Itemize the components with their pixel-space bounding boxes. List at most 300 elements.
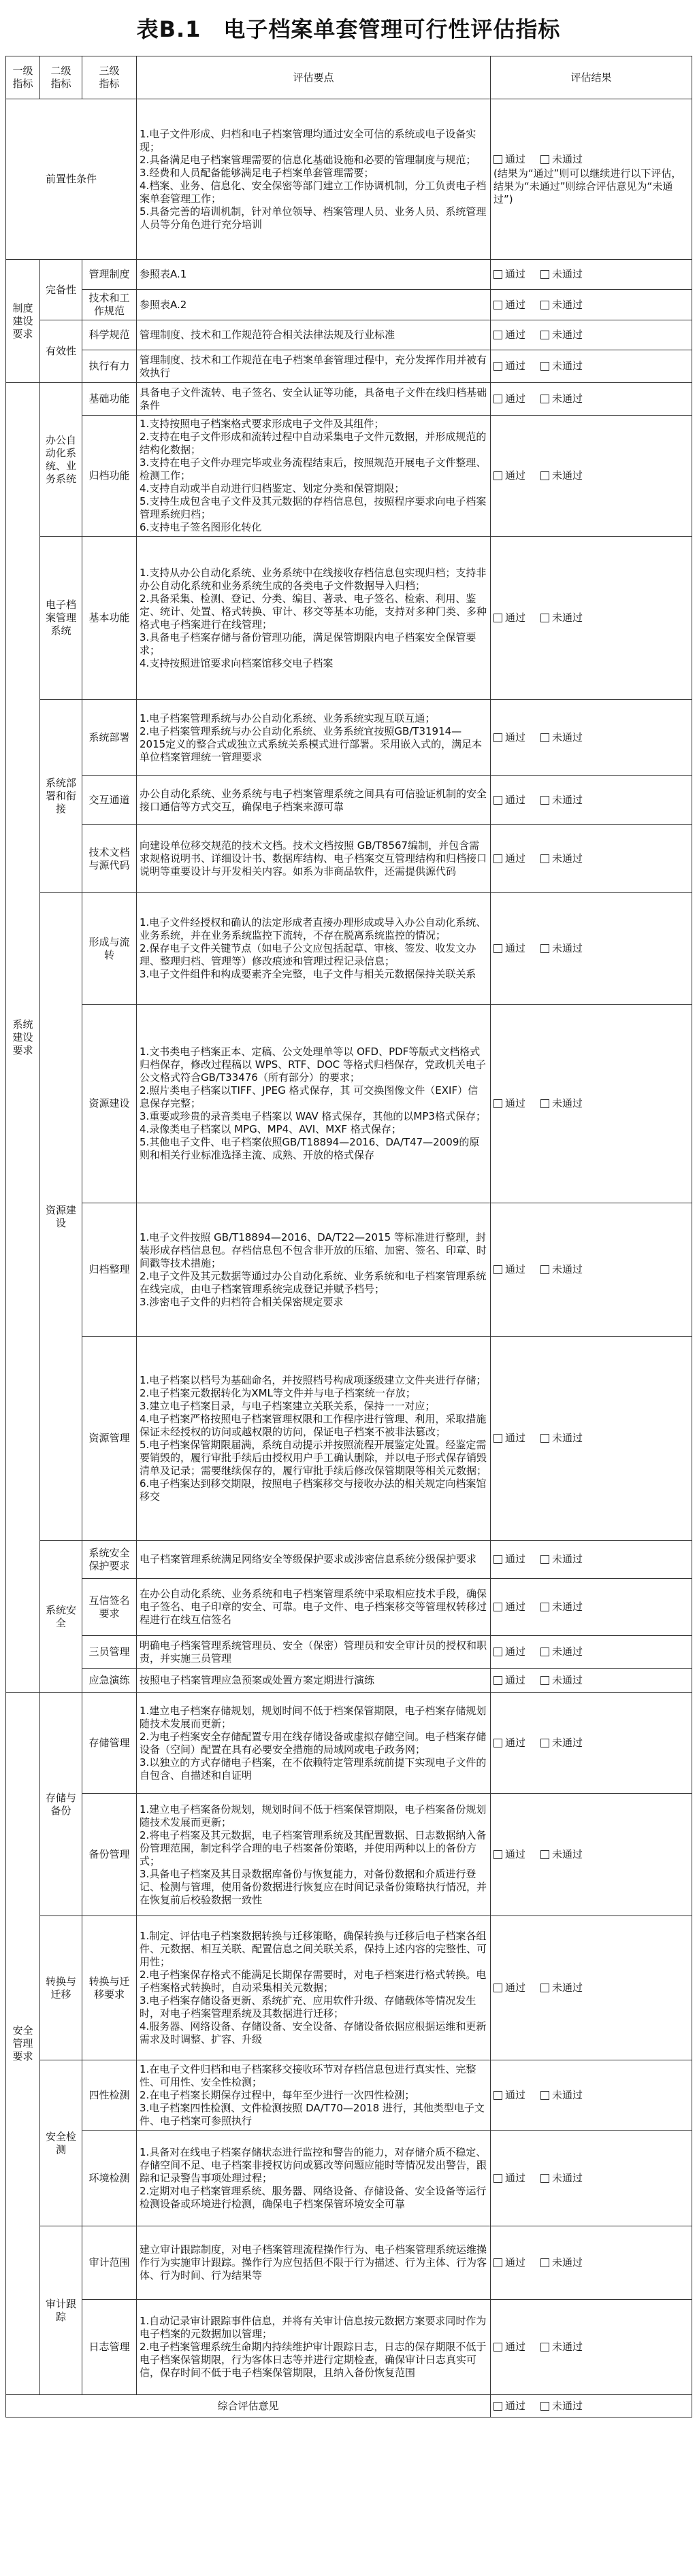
option-label: 通过 (505, 1553, 526, 1565)
table-row (6, 2300, 692, 2395)
header-level3: 三级 指标 (82, 56, 137, 99)
checkbox-icon[interactable] (493, 614, 502, 622)
option-label: 未通过 (552, 852, 583, 865)
result-fail-option[interactable] (540, 612, 583, 624)
result-cell (491, 2131, 692, 2226)
evaluation-point: 明确电子档案管理系统管理员、安全（保密）管理员和安全审计员的授权和职责，并实施三员管理 (140, 1639, 487, 1665)
prerequisite-note: (结果为“通过”则可以继续进行以下评估，结果为“未通过”则综合评估意见为“未通过”) (493, 167, 682, 205)
result-pass-option[interactable] (493, 469, 525, 482)
evaluation-point: 5.其他电子文件、电子档案依照GB/T18894—2016、DA/T47—2009的原则和相关行业标准选择主流、成熟、开放的格式保存 (140, 1136, 480, 1161)
evaluation-point: 1.支持从办公自动化系统、业务系统中在线接收存档信息包实现归档；支持非办公自动化系统和业务系统生成的各类电子文件数据导入归档； (140, 566, 487, 592)
option-label: 通过 (505, 392, 526, 405)
checkbox-icon[interactable] (493, 1984, 502, 1992)
checkbox-icon[interactable] (540, 2402, 549, 2411)
evaluation-point: 2.电子文件及其元数据等通过办公自动化系统、业务系统和电子档案管理系统在线完成，由电子档案管理系统完成登记并赋予档号； (140, 1269, 487, 1295)
result-fail-option[interactable] (540, 2089, 583, 2102)
result-fail-option[interactable] (540, 2172, 583, 2185)
result-cell (491, 1579, 692, 1636)
option-label: 未通过 (552, 2089, 583, 2101)
result-fail-option[interactable] (540, 2400, 583, 2413)
table-row (6, 99, 692, 260)
checkbox-icon[interactable] (540, 2258, 549, 2267)
result-cell (491, 260, 692, 290)
level3-cell: 存储管理 (82, 1693, 137, 1794)
result-pass-option[interactable] (493, 1601, 525, 1613)
result-pass-option[interactable] (493, 1674, 525, 1687)
evaluation-point: 办公自动化系统、业务系统与电子档案管理系统之间具有可信验证机制的安全接口通信等方式交互，确保电子档案来源可靠 (140, 787, 487, 813)
evaluation-points-cell (137, 2300, 491, 2395)
level3-cell: 四性检测 (82, 2060, 137, 2131)
evaluation-point: 3.以独立的方式存储电子档案，在不依赖特定管理系统前提下实现电子文件的自包含、自描述和自证明 (140, 1756, 487, 1782)
evaluation-table (5, 56, 692, 2418)
result-fail-option[interactable] (540, 1674, 583, 1687)
option-label: 未通过 (552, 794, 583, 806)
checkbox-icon[interactable] (540, 155, 549, 164)
checkbox-icon[interactable] (540, 362, 549, 371)
evaluation-point: 2.保存电子文件关键节点（如电子公文应包括起草、审核、签发、收发文办理、整理归档、管理等）修改痕迹和管理过程记录信息； (140, 942, 476, 967)
checkbox-icon[interactable] (540, 471, 549, 480)
option-label: 通过 (505, 2399, 526, 2412)
result-fail-option[interactable] (540, 1601, 583, 1613)
option-label: 通过 (505, 2172, 526, 2184)
level3-cell: 备份管理 (82, 1794, 137, 1916)
result-pass-option[interactable] (493, 942, 525, 955)
level1-cell: 安全 管理 要求 (6, 1693, 40, 2395)
result-cell (491, 825, 692, 893)
checkbox-icon[interactable] (540, 1555, 549, 1564)
checkbox-icon[interactable] (493, 331, 502, 339)
result-pass-option[interactable] (493, 1848, 525, 1861)
option-label: 通过 (505, 1674, 526, 1686)
option-label: 未通过 (552, 392, 583, 405)
checkbox-icon[interactable] (540, 944, 549, 953)
evaluation-point: 2.定期对电子档案管理系统、服务器、网络设备、存储设备、安全设备等运行检测设备或环境进行检测，确保电子档案保管环境安全可靠 (140, 2185, 487, 2210)
option-label: 未通过 (552, 1432, 583, 1444)
checkbox-icon[interactable] (493, 301, 502, 310)
option-label: 通过 (505, 1645, 526, 1658)
option-label: 通过 (505, 612, 526, 624)
evaluation-points-cell (137, 350, 491, 383)
level3-cell: 环境检测 (82, 2131, 137, 2226)
result-pass-option[interactable] (493, 2256, 525, 2269)
result-pass-option[interactable] (493, 1097, 525, 1110)
result-fail-option[interactable] (540, 1645, 583, 1658)
level3-cell: 转换与迁移要求 (82, 1916, 137, 2060)
level3-cell: 形成与流转 (82, 893, 137, 1005)
table-row (6, 1579, 692, 1636)
checkbox-icon[interactable] (540, 331, 549, 339)
evaluation-points-cell (137, 700, 491, 776)
result-cell (491, 320, 692, 350)
option-label: 通过 (505, 2256, 526, 2269)
option-label: 通过 (505, 152, 526, 165)
table-row (6, 2226, 692, 2300)
result-fail-option[interactable] (540, 360, 583, 373)
checkbox-icon[interactable] (540, 1739, 549, 1747)
checkbox-icon[interactable] (493, 1739, 502, 1747)
checkbox-icon[interactable] (493, 1434, 502, 1443)
result-fail-option[interactable] (540, 731, 583, 744)
checkbox-icon[interactable] (493, 471, 502, 480)
option-label: 未通过 (552, 1263, 583, 1275)
checkbox-icon[interactable] (493, 2343, 502, 2352)
level3-cell: 归档功能 (82, 416, 137, 537)
result-pass-option[interactable] (493, 2400, 525, 2413)
footer-row (6, 2395, 692, 2418)
checkbox-icon[interactable] (540, 2174, 549, 2183)
level3-cell: 技术和工作规范 (82, 290, 137, 320)
evaluation-point: 1.支持按照电子档案格式要求形成电子文件及其组件； (140, 418, 385, 430)
result-cell (491, 537, 692, 700)
checkbox-icon[interactable] (493, 2258, 502, 2267)
level2-cell: 审计跟踪 (40, 2226, 82, 2395)
checkbox-icon[interactable] (493, 1099, 502, 1108)
result-pass-option[interactable] (493, 299, 525, 312)
evaluation-points-cell (137, 1337, 491, 1541)
checkbox-icon[interactable] (540, 270, 549, 279)
checkbox-icon[interactable] (540, 796, 549, 805)
option-label: 未通过 (552, 2399, 583, 2412)
checkbox-icon[interactable] (540, 2091, 549, 2100)
checkbox-icon[interactable] (540, 733, 549, 742)
table-header-row (6, 56, 692, 99)
result-fail-option[interactable] (540, 392, 583, 405)
evaluation-point: 4.档案、业务、信息化、安全保密等部门建立工作协调机制，分工负责电子档案单套管理工作； (140, 179, 487, 205)
evaluation-point: 1.建立电子档案备份规划，规划时间不低于档案保管期限，电子档案备份规划随技术发展而更新； (140, 1803, 487, 1828)
result-pass-option[interactable] (493, 2172, 525, 2185)
checkbox-icon[interactable] (493, 155, 502, 164)
result-cell (491, 2226, 692, 2300)
evaluation-point: 3.涉密电子文件的归档符合相关保密规定要求 (140, 1295, 344, 1308)
result-fail-option[interactable] (540, 794, 583, 807)
option-label: 通过 (505, 1263, 526, 1275)
evaluation-point: 3.建立电子档案目录，与电子档案建立关联关系，保持一一对应； (140, 1399, 436, 1412)
evaluation-points-cell (137, 893, 491, 1005)
evaluation-point: 1.电子文件形成、归档和电子档案管理均通过安全可信的系统或电子设备实现； (140, 127, 476, 153)
evaluation-point: 2.电子档案元数据转化为XML等文件并与电子档案统一存放； (140, 1386, 416, 1399)
checkbox-icon[interactable] (493, 733, 502, 742)
evaluation-point: 6.支持电子签名图形化转化 (140, 521, 262, 533)
table-row (6, 260, 692, 290)
checkbox-icon[interactable] (540, 1850, 549, 1859)
option-label: 通过 (505, 1737, 526, 1749)
result-fail-option[interactable] (540, 1981, 583, 1994)
result-pass-option[interactable] (493, 1737, 525, 1750)
level2-cell: 安全检测 (40, 2060, 82, 2226)
result-fail-option[interactable] (540, 1097, 583, 1110)
result-cell (491, 1916, 692, 2060)
result-fail-option[interactable] (540, 268, 583, 281)
result-cell (491, 893, 692, 1005)
option-label: 通过 (505, 329, 526, 341)
option-label: 未通过 (552, 268, 583, 280)
evaluation-point: 3.具备电子档案及其目录数据库备份与恢复能力，对备份数据和介质进行登记、检测与管理，使用备份数据进行恢复应在时间记录备份策略执行情况，并在恢复前后校验数据一致性 (140, 1867, 487, 1906)
evaluation-point: 1.建立电子档案存储规划，规划时间不低于档案保管期限，电子档案存储规划随技术发展而更新； (140, 1704, 487, 1730)
table-row (6, 1794, 692, 1916)
option-label: 未通过 (552, 1097, 583, 1109)
result-pass-option[interactable] (493, 2341, 525, 2354)
checkbox-icon[interactable] (540, 1603, 549, 1611)
option-label: 未通过 (552, 1674, 583, 1686)
result-cell (491, 350, 692, 383)
result-pass-option[interactable] (493, 612, 525, 624)
level2-cell: 系统安全 (40, 1541, 82, 1693)
result-fail-option[interactable] (540, 942, 583, 955)
level3-cell: 系统安全保护要求 (82, 1541, 137, 1579)
result-pass-option[interactable] (493, 360, 525, 373)
checkbox-icon[interactable] (493, 1265, 502, 1274)
footer-label: 综合评估意见 (6, 2395, 491, 2418)
result-cell (491, 2060, 692, 2131)
evaluation-points-cell (137, 1005, 491, 1203)
option-label: 未通过 (552, 2341, 583, 2353)
result-fail-option[interactable] (540, 1553, 583, 1566)
option-label: 通过 (505, 268, 526, 280)
evaluation-point: 管理制度、技术和工作规范在电子档案单套管理过程中，充分发挥作用并被有效执行 (140, 353, 487, 379)
evaluation-point: 4.支持按照进馆要求向档案馆移交电子档案 (140, 656, 334, 669)
evaluation-points-cell (137, 1203, 491, 1337)
evaluation-point: 4.支持自动或半自动进行归档鉴定、划定分类和保管期限； (140, 482, 405, 495)
result-fail-option[interactable] (540, 153, 583, 166)
result-cell (491, 1203, 692, 1337)
checkbox-icon[interactable] (540, 614, 549, 622)
result-pass-option[interactable] (493, 1981, 525, 1994)
evaluation-point: 2.支持在电子文件形成和流转过程中自动采集电子文件元数据，并形成规范的结构化数据； (140, 431, 487, 456)
table-row (6, 1669, 692, 1693)
evaluation-points-cell (137, 383, 491, 416)
result-fail-option[interactable] (540, 852, 583, 865)
level2-cell: 办公自动化系统、业务系统 (40, 383, 82, 537)
result-pass-option[interactable] (493, 1645, 525, 1658)
level2-cell: 有效性 (40, 320, 82, 383)
evaluation-point: 4.服务器、网络设备、存储设备、安全设备、存储设备依据应根据运维和更新需求及时调整、扩容、升级 (140, 2020, 487, 2045)
checkbox-icon[interactable] (540, 395, 549, 403)
checkbox-icon[interactable] (493, 2091, 502, 2100)
evaluation-point: 5.支持生成包含电子文件及其元数据的存档信息包，按照程序要求向电子档案管理系统归档； (140, 495, 487, 520)
checkbox-icon[interactable] (493, 796, 502, 805)
option-label: 未通过 (552, 2256, 583, 2269)
header-level1: 一级 指标 (6, 56, 40, 99)
level2-cell: 系统部署和衔接 (40, 700, 82, 893)
result-pass-option[interactable] (493, 153, 525, 166)
evaluation-points-cell (137, 1579, 491, 1636)
evaluation-point: 4.电子档案严格按照电子档案管理权限和工作程序进行管理、利用，采取措施保证未经授权的访问或越权限的访问，保证电子档案不被非法篡改； (140, 1412, 487, 1438)
evaluation-point: 1.自动记录审计跟踪事件信息，并将有关审计信息按元数据方案要求同时作为电子档案的元数据加以管理； (140, 2315, 487, 2340)
checkbox-icon[interactable] (493, 944, 502, 953)
evaluation-point: 2.为电子档案安全存储配置专用在线存储设备或虚拟存储空间。电子档案存储设备（空间）配置在具有必要安全措施的局域网或电子政务网； (140, 1730, 487, 1756)
level3-cell: 科学规范 (82, 320, 137, 350)
table-row (6, 893, 692, 1005)
level2-cell: 存储与备份 (40, 1693, 82, 1916)
evaluation-points-cell (137, 320, 491, 350)
result-fail-option[interactable] (540, 1263, 583, 1276)
level3-cell: 三员管理 (82, 1636, 137, 1669)
checkbox-icon[interactable] (540, 1676, 549, 1685)
result-fail-option[interactable] (540, 1737, 583, 1750)
result-fail-option[interactable] (540, 1848, 583, 1861)
evaluation-point: 1.电子文件按照 GB/T18894—2016、DA/T22—2015 等标准进行整理，封装形成存档信息包。存档信息包不包含非开放的压缩、加密、签名、印章、时间戳等技术措施； (140, 1231, 487, 1269)
level3-cell: 执行有力 (82, 350, 137, 383)
checkbox-icon[interactable] (493, 854, 502, 863)
checkbox-icon[interactable] (540, 854, 549, 863)
evaluation-point: 2.电子档案管理系统生命期内持续维护审计跟踪日志，日志的保存期限不低于电子档案保管期限，行为客体日志等并进行定期检查，确保审计日志真实可信，保存时间不低于电子档案保管期限，且纳入备份恢复范围 (140, 2341, 487, 2379)
option-label: 通过 (505, 1097, 526, 1109)
level2-cell: 资源建设 (40, 893, 82, 1541)
checkbox-icon[interactable] (493, 1676, 502, 1685)
evaluation-point: 2.在电子档案长期保存过程中，每年至少进行一次四性检测； (140, 2089, 415, 2101)
evaluation-points-cell (137, 416, 491, 537)
level1-cell: 前置性条件 (6, 99, 137, 260)
result-fail-option[interactable] (540, 1432, 583, 1445)
option-label: 通过 (505, 469, 526, 482)
evaluation-point: 1.文书类电子档案正本、定稿、公文处理单等以 OFD、PDF等版式文档格式归档保存，修改过程稿以 WPS、RTF、DOC 等格式归档保存，党政机关电子公文格式符合GB/T33476（所有部分）的要求； (140, 1046, 486, 1084)
header-result: 评估结果 (491, 56, 692, 99)
option-label: 通过 (505, 942, 526, 954)
level3-cell: 互信签名要求 (82, 1579, 137, 1636)
option-label: 未通过 (552, 329, 583, 341)
evaluation-point: 3.电子文件组件和构成要素齐全完整，电子文件与相关元数据保持关联关系 (140, 968, 476, 980)
option-label: 通过 (505, 852, 526, 865)
level3-cell: 交互通道 (82, 776, 137, 825)
level3-cell: 基本功能 (82, 537, 137, 700)
evaluation-points-cell (137, 2131, 491, 2226)
table-row (6, 1005, 692, 1203)
evaluation-point: 1.电子档案管理系统与办公自动化系统、业务系统实现互联互通； (140, 712, 436, 724)
result-pass-option[interactable] (493, 852, 525, 865)
option-label: 未通过 (552, 2172, 583, 2184)
level2-cell: 转换与迁移 (40, 1916, 82, 2060)
result-fail-option[interactable] (540, 2341, 583, 2354)
result-cell (491, 700, 692, 776)
checkbox-icon[interactable] (540, 301, 549, 310)
result-pass-option[interactable] (493, 1432, 525, 1445)
result-fail-option[interactable] (540, 299, 583, 312)
option-label: 通过 (505, 298, 526, 311)
evaluation-point: 1.在电子文件归档和电子档案移交接收环节对存档信息包进行真实性、完整性、可用性、安全性检测； (140, 2063, 476, 2088)
evaluation-point: 5.电子档案保管期限届满，系统自动提示并按照流程开展鉴定处置。经鉴定需要销毁的，履行审批手续后由授权用户手工确认删除，并以电子形式保存销毁清单及记录；需要继续保存的，履行审批手续后修改保管期限等相关元数据； (140, 1438, 487, 1477)
checkbox-icon[interactable] (540, 1099, 549, 1108)
checkbox-icon[interactable] (540, 1434, 549, 1443)
checkbox-icon[interactable] (493, 1603, 502, 1611)
option-label: 通过 (505, 2341, 526, 2353)
table-row (6, 825, 692, 893)
checkbox-icon[interactable] (493, 362, 502, 371)
result-pass-option[interactable] (493, 731, 525, 744)
result-cell (491, 1541, 692, 1579)
level3-cell: 基础功能 (82, 383, 137, 416)
evaluation-point: 2.具备满足电子档案管理需要的信息化基础设施和必要的管理制度与规范； (140, 153, 476, 166)
checkbox-icon[interactable] (493, 1555, 502, 1564)
result-cell (491, 1669, 692, 1693)
level1-cell: 系统 建设 要求 (6, 383, 40, 1693)
table-row (6, 537, 692, 700)
checkbox-icon[interactable] (493, 1850, 502, 1859)
option-label: 通过 (505, 1981, 526, 1994)
evaluation-point: 1.电子文件经授权和确认的法定形成者直接办理形成或导入办公自动化系统、业务系统，并在业务系统监控下流转，不存在脱离系统监控的情况； (140, 916, 487, 941)
evaluation-points-cell (137, 1636, 491, 1669)
checkbox-icon[interactable] (493, 395, 502, 403)
result-cell (491, 1636, 692, 1669)
result-fail-option[interactable] (540, 469, 583, 482)
table-row (6, 350, 692, 383)
footer-result (491, 2395, 692, 2418)
evaluation-points-cell (137, 2226, 491, 2300)
evaluation-points-cell (137, 1541, 491, 1579)
evaluation-point: 6.电子档案达到移交期限，按照电子档案移交与接收办法的相关规定向档案馆移交 (140, 1477, 487, 1503)
result-fail-option[interactable] (540, 2256, 583, 2269)
result-pass-option[interactable] (493, 2089, 525, 2102)
level3-cell: 应急演练 (82, 1669, 137, 1693)
table-row (6, 290, 692, 320)
checkbox-icon[interactable] (493, 2174, 502, 2183)
checkbox-icon[interactable] (493, 270, 502, 279)
result-cell (491, 1693, 692, 1794)
level3-cell: 技术文档与源代码 (82, 825, 137, 893)
option-label: 未通过 (552, 1553, 583, 1565)
level1-cell: 制度 建设 要求 (6, 260, 40, 383)
evaluation-points-cell (137, 2060, 491, 2131)
result-pass-option[interactable] (493, 392, 525, 405)
evaluation-point: 3.电子档案存储设备更新、系统扩充、应用软件升级、存储载体等情况发生时，对电子档案管理系统及其数据进行迁移； (140, 1994, 476, 2020)
option-label: 未通过 (552, 1981, 583, 1994)
evaluation-point: 3.电子档案四性检测、文件检测按照 DA/T70—2018 进行，其他类型电子文件、电子档案可参照执行 (140, 2102, 485, 2127)
option-label: 未通过 (552, 152, 583, 165)
checkbox-icon[interactable] (493, 1647, 502, 1656)
evaluation-point: 2.具备采集、检测、登记、分类、编目、著录、电子签名、检索、利用、鉴定、统计、处置、格式转换、审计、移交等基本功能，支持对多种门类、多种格式电子档案进行在线管理； (140, 592, 487, 631)
result-cell (491, 2300, 692, 2395)
table-row (6, 416, 692, 537)
table-row (6, 1541, 692, 1579)
result-cell (491, 416, 692, 537)
evaluation-point: 建立审计跟踪制度，对电子档案管理流程操作行为、电子档案管理系统运维操作行为实施审计跟踪。操作行为应包括但不限于行为描述、行为主体、行为客体、行为时间、行为结果等 (140, 2243, 487, 2281)
evaluation-point: 在办公自动化系统、业务系统和电子档案管理系统中采取相应技术手段，确保电子签名、电子印章的安全、可靠。电子文件、电子档案移交等管理权转移过程进行在线互信签名 (140, 1588, 487, 1626)
result-pass-option[interactable] (493, 1263, 525, 1276)
level3-cell: 归档整理 (82, 1203, 137, 1337)
option-label: 未通过 (552, 1737, 583, 1749)
level3-cell: 管理制度 (82, 260, 137, 290)
checkbox-icon[interactable] (493, 2402, 502, 2411)
result-pass-option[interactable] (493, 1553, 525, 1566)
result-cell (491, 383, 692, 416)
checkbox-icon[interactable] (540, 2343, 549, 2352)
evaluation-points-cell (137, 99, 491, 260)
table-row (6, 700, 692, 776)
option-label: 未通过 (552, 1601, 583, 1613)
evaluation-point: 2.电子档案保存格式不能满足长期保存需要时，对电子档案进行格式转换。电子档案格式转换时，自动采集相关元数据； (140, 1969, 487, 1994)
option-label: 通过 (505, 1432, 526, 1444)
evaluation-points-cell (137, 776, 491, 825)
evaluation-point: 1.具备对在线电子档案存储状态进行监控和警告的能力，对存储介质不稳定、存储空间不足、电子档案非授权访问或篡改等问题应能时等情况发出警告，跟踪和记录警告事项处理过程； (140, 2146, 487, 2184)
result-fail-option[interactable] (540, 329, 583, 341)
evaluation-point: 2.将电子档案及其元数据，电子档案管理系统及其配置数据、日志数据纳入备份管理范围，制定科学合理的电子档案备份策略，并使用两种以上的备份方式； (140, 1828, 487, 1867)
evaluation-point: 3.具备电子档案存储与备份管理功能，满足保管期限内电子档案安全保管要求； (140, 631, 476, 656)
result-cell (491, 776, 692, 825)
option-label: 通过 (505, 2089, 526, 2101)
table-row (6, 1636, 692, 1669)
option-label: 通过 (505, 360, 526, 372)
option-label: 未通过 (552, 298, 583, 311)
evaluation-point: 1.电子档案以档号为基础命名，并按照档号构成项逐级建立文件夹进行存储； (140, 1373, 487, 1386)
checkbox-icon[interactable] (540, 1647, 549, 1656)
evaluation-points-cell (137, 1693, 491, 1794)
result-pass-option[interactable] (493, 268, 525, 281)
result-cell (491, 1337, 692, 1541)
level2-cell: 电子档案管理系统 (40, 537, 82, 700)
result-pass-option[interactable] (493, 329, 525, 341)
checkbox-icon[interactable] (540, 1265, 549, 1274)
result-pass-option[interactable] (493, 794, 525, 807)
checkbox-icon[interactable] (540, 1984, 549, 1992)
